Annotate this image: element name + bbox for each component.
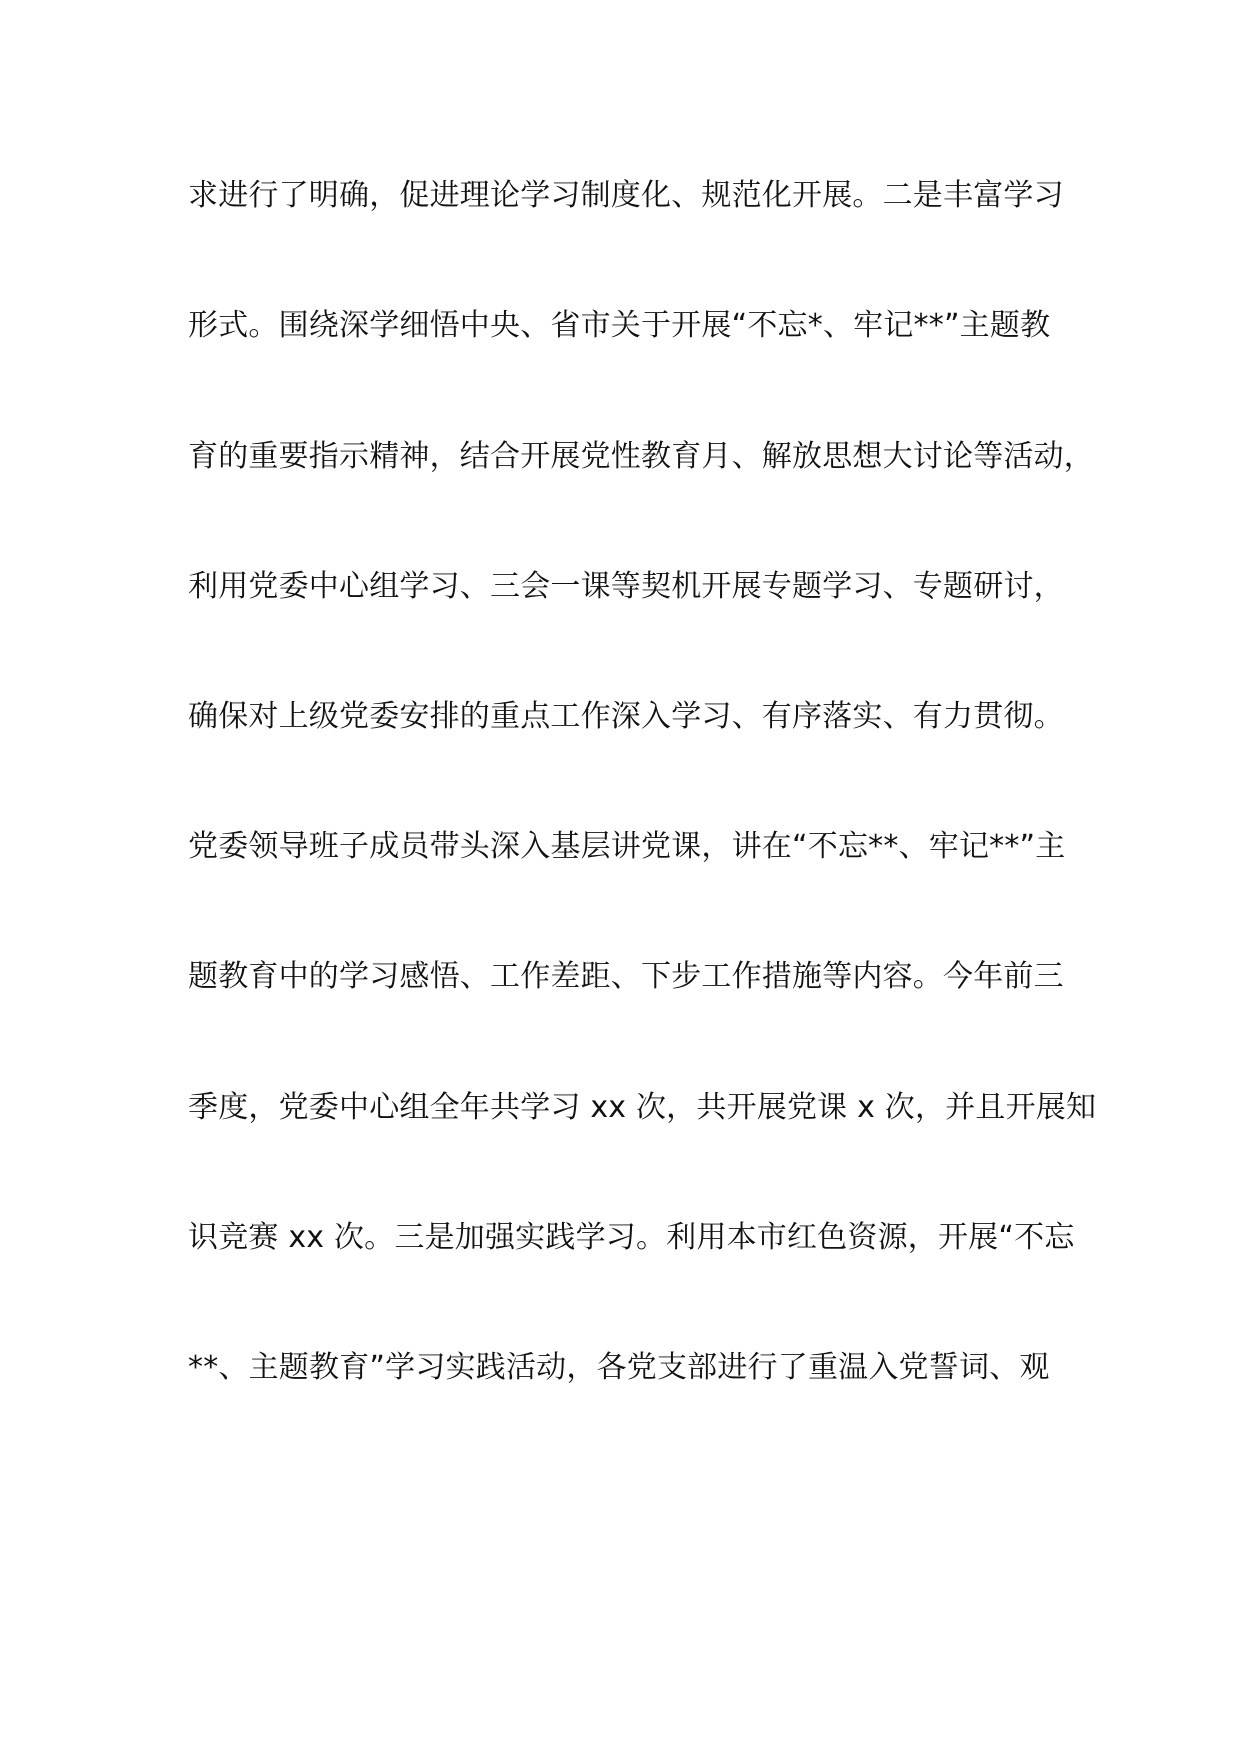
text-line: 求进行了明确，促进理论学习制度化、规范化开展。二是丰富学习 xyxy=(188,178,1064,213)
text-line: 育的重要指示精神，结合开展党性教育月、解放思想大讨论等活动， xyxy=(188,439,1094,474)
text-line: 识竞赛 xx 次。三是加强实践学习。利用本市红色资源，开展“不忘 xyxy=(188,1220,1075,1255)
text-line: **、主题教育”学习实践活动，各党支部进行了重温入党誓词、观 xyxy=(188,1350,1050,1385)
text-line: 题教育中的学习感悟、工作差距、下步工作措施等内容。今年前三 xyxy=(188,959,1064,994)
text-line: 确保对上级党委安排的重点工作深入学习、有序落实、有力贯彻。 xyxy=(188,699,1064,734)
text-line: 季度，党委中心组全年共学习 xx 次，共开展党课 x 次，并且开展知 xyxy=(188,1090,1097,1125)
text-line: 形式。围绕深学细悟中央、省市关于开展“不忘*、牢记**”主题教 xyxy=(188,308,1051,343)
text-line: 党委领导班子成员带头深入基层讲党课，讲在“不忘**、牢记**”主 xyxy=(188,829,1066,864)
text-line: 利用党委中心组学习、三会一课等契机开展专题学习、专题研讨， xyxy=(188,569,1064,604)
